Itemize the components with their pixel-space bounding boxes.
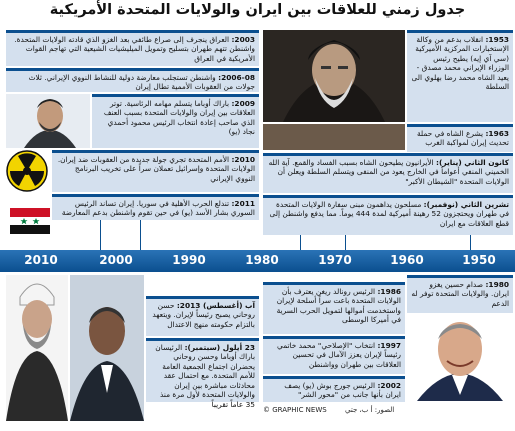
decade-label: 2000: [99, 253, 133, 267]
shah-photo: [263, 124, 405, 150]
event-1979-jan: كانون الثاني (يناير): الأيرانيون يطيحون الشاه بسبب الفساد والقمع. آية الله الخميني المنفي أعواماً في الخارج يعود من المنفى ويتسلم السلطة ويعلن أن الولايات المتحدة "الشيطان الأكبر": [263, 153, 513, 193]
event-2006-08: 2006-08: واشنطن تستجلب معارضة دولية للنشاط النووي الإيراني. ثلاث جولات من العقوبات الأممية تطال إيران: [6, 68, 259, 92]
event-2013-sep: 23 أيلول (سبتمبر): الرئيسان باراك أوباما وحسن روحاني يحضران اجتماع الجمعية العامة للأمم المتحدة. مع احتمال عقد محادثات مباشرة بين إيران والولايات المتحدة لأول مرة منذ 35 عاماً تقريباً: [146, 338, 259, 402]
event-2011: 2011: تندلع الحرب الأهلية في سوريا. إيران تساند الرئيس السوري بشار الأسد (يو) في حين تقوم واشنطن بدعم المعارضة: [52, 194, 259, 220]
obama-photo: [70, 275, 144, 421]
rouhani-photo: [6, 275, 68, 421]
event-2002: 2002: الرئيس جورج بوش (يو) يصف ايران بأنها جانب من "محور الشر": [263, 376, 405, 402]
connector-line: [140, 220, 141, 250]
decade-label: 1990: [172, 253, 206, 267]
connector-line: [300, 235, 301, 250]
event-1979-nov: تشرين الثاني (نوفمبر): مسلحون يداهمون مبنى سفارة الولايات المتحدة في طهران ويحتجزون 52 رهينة أميركية لمدة 444 يوماً. مما يدفع واشنطن إلى قطع العلاقات مع ايران: [263, 195, 513, 235]
decade-label: 2010: [24, 253, 58, 267]
event-2013-aug: آب (أغسطس) 2013: حسن روحاني يصبح رئيساً لإيران. ويتعهد بالتزام حكومته منهج الاعتدال: [146, 296, 259, 336]
event-2003: 2003: العراق ينجرف إلى صراع طائفي بعد الغزو الذي قادته الولايات المتحدة. واشنطن تتهم طهران بتسليح وتمويل الميليشيات الشيعية التي تهاجم القوات الأمريكية في العراق: [6, 30, 259, 66]
syria-flag: [10, 208, 50, 234]
event-2010: 2010: الأمم المتحدة تجري جولة جديدة من العقوبات ضد إيران. الولايات المتحدة وإسرائيل تعملان سراً على تخريب البرنامج النووي الإيراني: [52, 150, 259, 192]
decade-label: 1960: [390, 253, 424, 267]
decade-label: 1980: [245, 253, 279, 267]
copyright: © GRAPHIC NEWS: [263, 406, 327, 414]
event-1980: 1980: صدام حسين يغزو ايران. والولايات المتحدة توفر له الدعم: [407, 275, 513, 313]
bush-photo: [407, 315, 513, 401]
connector-line: [345, 235, 346, 250]
connector-line: [470, 235, 471, 250]
connector-line: [100, 220, 101, 250]
event-1986: 1986: الرئيس رونالد ريغن يعترف بأن الولايات المتحدة باعت سراً أسلحة لإيران واستخدمت أموالها لتمويل الحرب السرية في أميركا الوسطى: [263, 282, 405, 334]
event-2009: 2009: باراك أوباما يتسلم مهامه الرئاسية. توتر العلاقات بين إيران والولايات المتحدة بسبب العنف الذي صاحب إعادة انتخاب الرئيس محمود أحمدي نجاد (يو): [92, 94, 259, 148]
khomeini-photo: [263, 30, 405, 122]
decade-label: 1970: [318, 253, 352, 267]
event-1953: 1953: انقلاب بدعم من وكالة الإستخبارات المركزية الأميركية (سي آي إيه) يطيح رئيس الوزراء الإيراني محمد مصدق - يعيد الشاه محمد رضا بهلوي الى السلطة: [407, 30, 513, 122]
page-title: جدول زمني للعلاقات بين ايران والولايات المتحدة الأمريكية: [49, 2, 466, 18]
event-1963: 1963: يشرع الشاه في حملة تحديث إيران لمواكبة الغرب: [407, 124, 513, 152]
decade-label: 1950: [462, 253, 496, 267]
ahmadinejad-photo: [6, 94, 90, 148]
radiation-icon: [6, 150, 48, 192]
event-1997: 1997: انتخاب "الإصلاحي" محمد خاتمي رئيساً لإيران يعزز الآمال في تحسين العلاقات بين طهران وواشنطن: [263, 336, 405, 374]
photo-credit: الصور: أ ب، جتي: [345, 406, 395, 414]
